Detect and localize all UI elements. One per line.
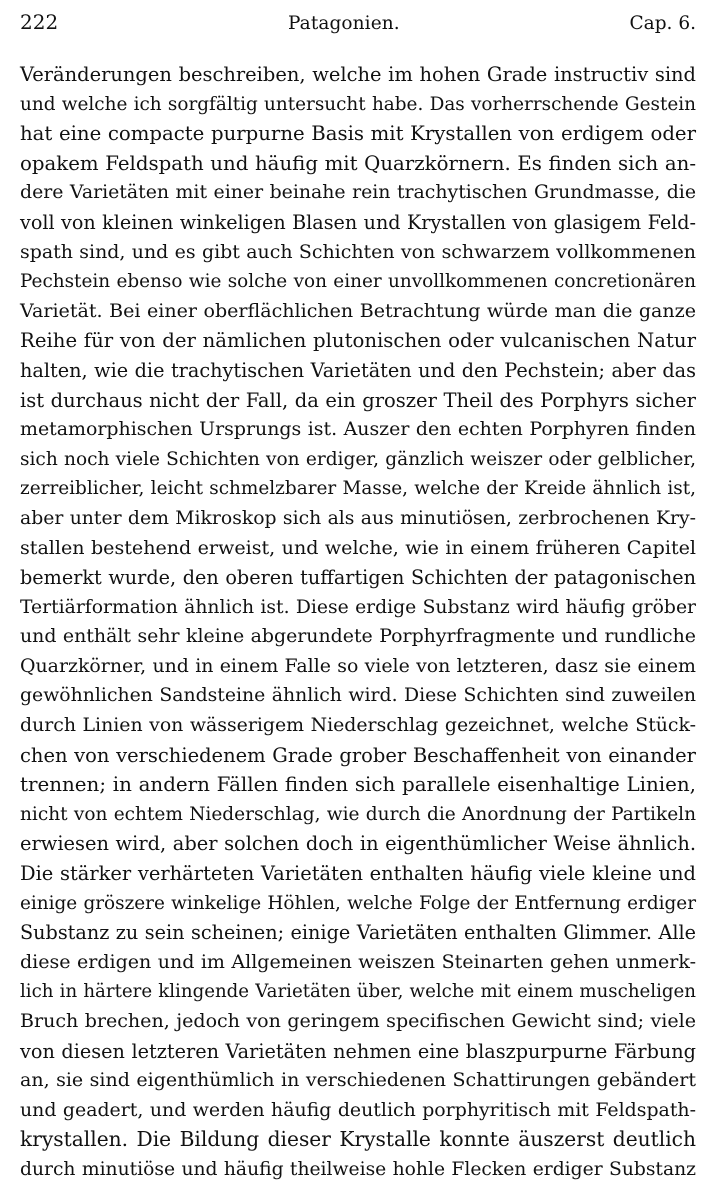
- text-line: aber unter dem Mikroskop sich als aus minutiösen, zerbrochenen Kry-: [20, 507, 696, 529]
- text-line: spath sind, und es gibt auch Schichten von schwarzem vollkommenen: [20, 240, 696, 263]
- text-line: Veränderungen beschreiben, welche im hohen Grade instructiv sind: [20, 63, 696, 86]
- text-line: Substanz zu sein scheinen; einige Varietäten enthalten Glimmer. Alle: [20, 921, 696, 945]
- text-line: bemerkt wurde, den oberen tuffartigen Schichten der patagonischen: [20, 566, 696, 590]
- body-text: [20, 60, 696, 1185]
- text-line: zerreiblicher, leicht schmelzbarer Masse, welche der Kreide ähnlich ist,: [20, 478, 696, 500]
- text-line: Tertiärformation ähnlich ist. Diese erdige Substanz wird häufig gröber: [20, 596, 696, 618]
- text-line: Reihe für von der nämlichen plutonischen oder vulcanischen Natur: [20, 329, 696, 353]
- text-line: und enthält sehr kleine abgerundete Porphyrfragmente und rundliche: [20, 625, 696, 648]
- text-line: und welche ich sorgfältig untersucht habe. Das vorherrschende Gestein: [20, 93, 696, 115]
- text-line: chen von verschiedenem Grade grober Beschaffenheit von einander: [20, 743, 696, 767]
- running-title: Patagonien.: [287, 13, 400, 34]
- text-line: krystallen. Die Bildung dieser Krystalle konnte äuszerst deutlich: [20, 1127, 696, 1152]
- text-line: erwiesen wird, aber solchen doch in eigenthümlicher Weise ähnlich.: [20, 832, 696, 856]
- text-line: durch minutiöse und häufig theilweise hohle Flecken erdiger Substanz: [20, 1158, 696, 1180]
- text-line: stallen bestehend erweist, und welche, wie in einem früheren Capitel: [20, 536, 696, 559]
- text-line: metamorphischen Ursprungs ist. Auszer den echten Porphyren finden: [20, 418, 696, 441]
- text-line: Pechstein ebenso wie solche von einer unvollkommenen concretionären: [20, 271, 696, 293]
- text-line: von diesen letzteren Varietäten nehmen eine blaszpurpurne Färbung: [20, 1039, 696, 1063]
- text-line: Quarzkörner, und in einem Falle so viele von letzteren, dasz sie einem: [20, 654, 696, 677]
- text-line: lich in härtere klingende Varietäten über, welche mit einem muscheligen: [20, 981, 696, 1003]
- text-line: und geadert, und werden häufig deutlich porphyritisch mit Feldspath-: [20, 1098, 696, 1121]
- page-number: 222: [20, 10, 59, 34]
- text-line: Die stärker verhärteten Varietäten enthalten häufig viele kleine und: [20, 862, 696, 886]
- text-line: an, sie sind eigenthümlich in verschiedenen Schattirungen gebändert: [20, 1069, 696, 1092]
- chapter-label: Cap. 6.: [629, 13, 696, 34]
- text-line: sich noch viele Schichten von erdiger, gänzlich weiszer oder gelblicher,: [20, 448, 696, 470]
- text-line: ist durchaus nicht der Fall, da ein groszer Theil des Porphyrs sicher: [20, 388, 696, 412]
- text-line: einige gröszere winkelige Höhlen, welche Folge der Entfernung erdiger: [20, 892, 696, 914]
- text-line: trennen; in andern Fällen finden sich parallele eisenhaltige Linien,: [20, 773, 696, 797]
- text-line: dere Varietäten mit einer beinahe rein trachytischen Grundmasse, die: [20, 181, 696, 204]
- text-line: nicht von echtem Niederschlag, wie durch die Anordnung der Partikeln: [20, 803, 696, 825]
- text-line: voll von kleinen winkeligen Blasen und Krystallen von glasigem Feld-: [20, 210, 696, 234]
- text-line: Bruch brechen, jedoch von geringem specifischen Gewicht sind; viele: [20, 1010, 696, 1032]
- page-header: [20, 10, 696, 40]
- text-line: diese erdigen und im Allgemeinen weiszen Steinarten gehen unmerk-: [20, 950, 696, 973]
- text-line: halten, wie die trachytischen Varietäten und den Pechstein; aber das: [20, 358, 696, 382]
- text-line: durch Linien von wässerigem Niederschlag gezeichnet, welche Stück-: [20, 714, 696, 737]
- text-line: hat eine compacte purpurne Basis mit Krystallen von erdigem oder: [20, 122, 696, 146]
- text-line: gewöhnlichen Sandsteine ähnlich wird. Diese Schichten sind zuweilen: [20, 685, 696, 707]
- text-line: opakem Feldspath und häufig mit Quarzkörnern. Es finden sich an-: [20, 151, 696, 175]
- text-line: Varietät. Bei einer oberflächlichen Betrachtung würde man die ganze: [20, 299, 696, 322]
